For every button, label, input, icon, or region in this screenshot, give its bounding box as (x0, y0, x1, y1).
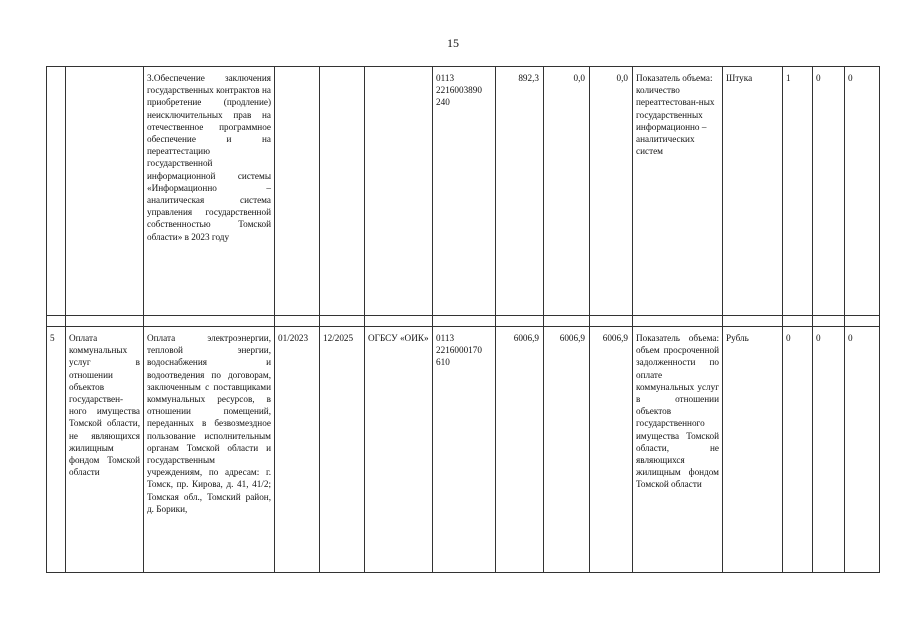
description-cell: Оплата электроэнергии, тепловой энергии, водоснабжения и водоотведения по договорам, заключенным с поставщиками коммунальных ресурсов, в отношении помещений, переданных в безвозмездное пользование исполнительным органам Томской области и государственным учреждениям, по адресам: г. Томск, пр. Кирова, д. 41, 41/2; Томская обл., Томский район, д. Борики, (144, 327, 275, 573)
budget-code-cell: 0113 2216003890 240 (433, 67, 496, 316)
unit-cell: Рубль (723, 327, 783, 573)
table-row (47, 67, 880, 316)
executor-cell (365, 67, 433, 316)
start-date-cell: 01/2023 (275, 327, 320, 573)
amount-2024-cell: 0,0 (544, 67, 590, 316)
amount-2025-cell: 6006,9 (590, 327, 633, 573)
executor-cell: ОГБСУ «ОИК» (365, 327, 433, 573)
amount-2023-cell: 892,3 (496, 67, 544, 316)
amount-2023-cell: 6006,9 (496, 327, 544, 573)
indicator-2025-cell: 0 (845, 67, 880, 316)
program-table (46, 66, 880, 573)
end-date-cell: 12/2025 (320, 327, 365, 573)
description-cell: 3.Обеспечение заключения государственных контрактов на приобретение (продление) неисключительных прав на отечественное программное обеспечение и на переаттестацию государственной информационной системы «Информационно – аналитическая система управления государственной собственностью Томской области» в 2023 году (144, 67, 275, 316)
page-number: 15 (447, 36, 459, 50)
event-name-cell (66, 67, 144, 316)
row-number-cell (47, 67, 66, 316)
budget-code-cell: 0113 2216000170 610 (433, 327, 496, 573)
row-gap (47, 316, 880, 327)
indicator-2024-cell: 0 (813, 67, 845, 316)
indicator-2025-cell: 0 (845, 327, 880, 573)
indicator-cell: Показатель объема: объем просроченной задолженности по оплате коммунальных услуг в отношении объектов государственного имущества Томской области, не являющихся жилищным фондом Томской области (633, 327, 723, 573)
amount-2025-cell: 0,0 (590, 67, 633, 316)
row-number-cell: 5 (47, 327, 66, 573)
amount-2024-cell: 6006,9 (544, 327, 590, 573)
indicator-2024-cell: 0 (813, 327, 845, 573)
unit-cell: Штука (723, 67, 783, 316)
indicator-cell: Показатель объема: количество переаттестован-ных государственных информационно – аналитических систем (633, 67, 723, 316)
end-date-cell (320, 67, 365, 316)
event-name-cell: Оплата коммунальных услуг в отношении объектов государствен-ного имущества Томской области, не являющихся жилищным фондом Томской области (66, 327, 144, 573)
start-date-cell (275, 67, 320, 316)
indicator-2023-cell: 1 (783, 67, 813, 316)
indicator-2023-cell: 0 (783, 327, 813, 573)
table-row (47, 327, 880, 573)
